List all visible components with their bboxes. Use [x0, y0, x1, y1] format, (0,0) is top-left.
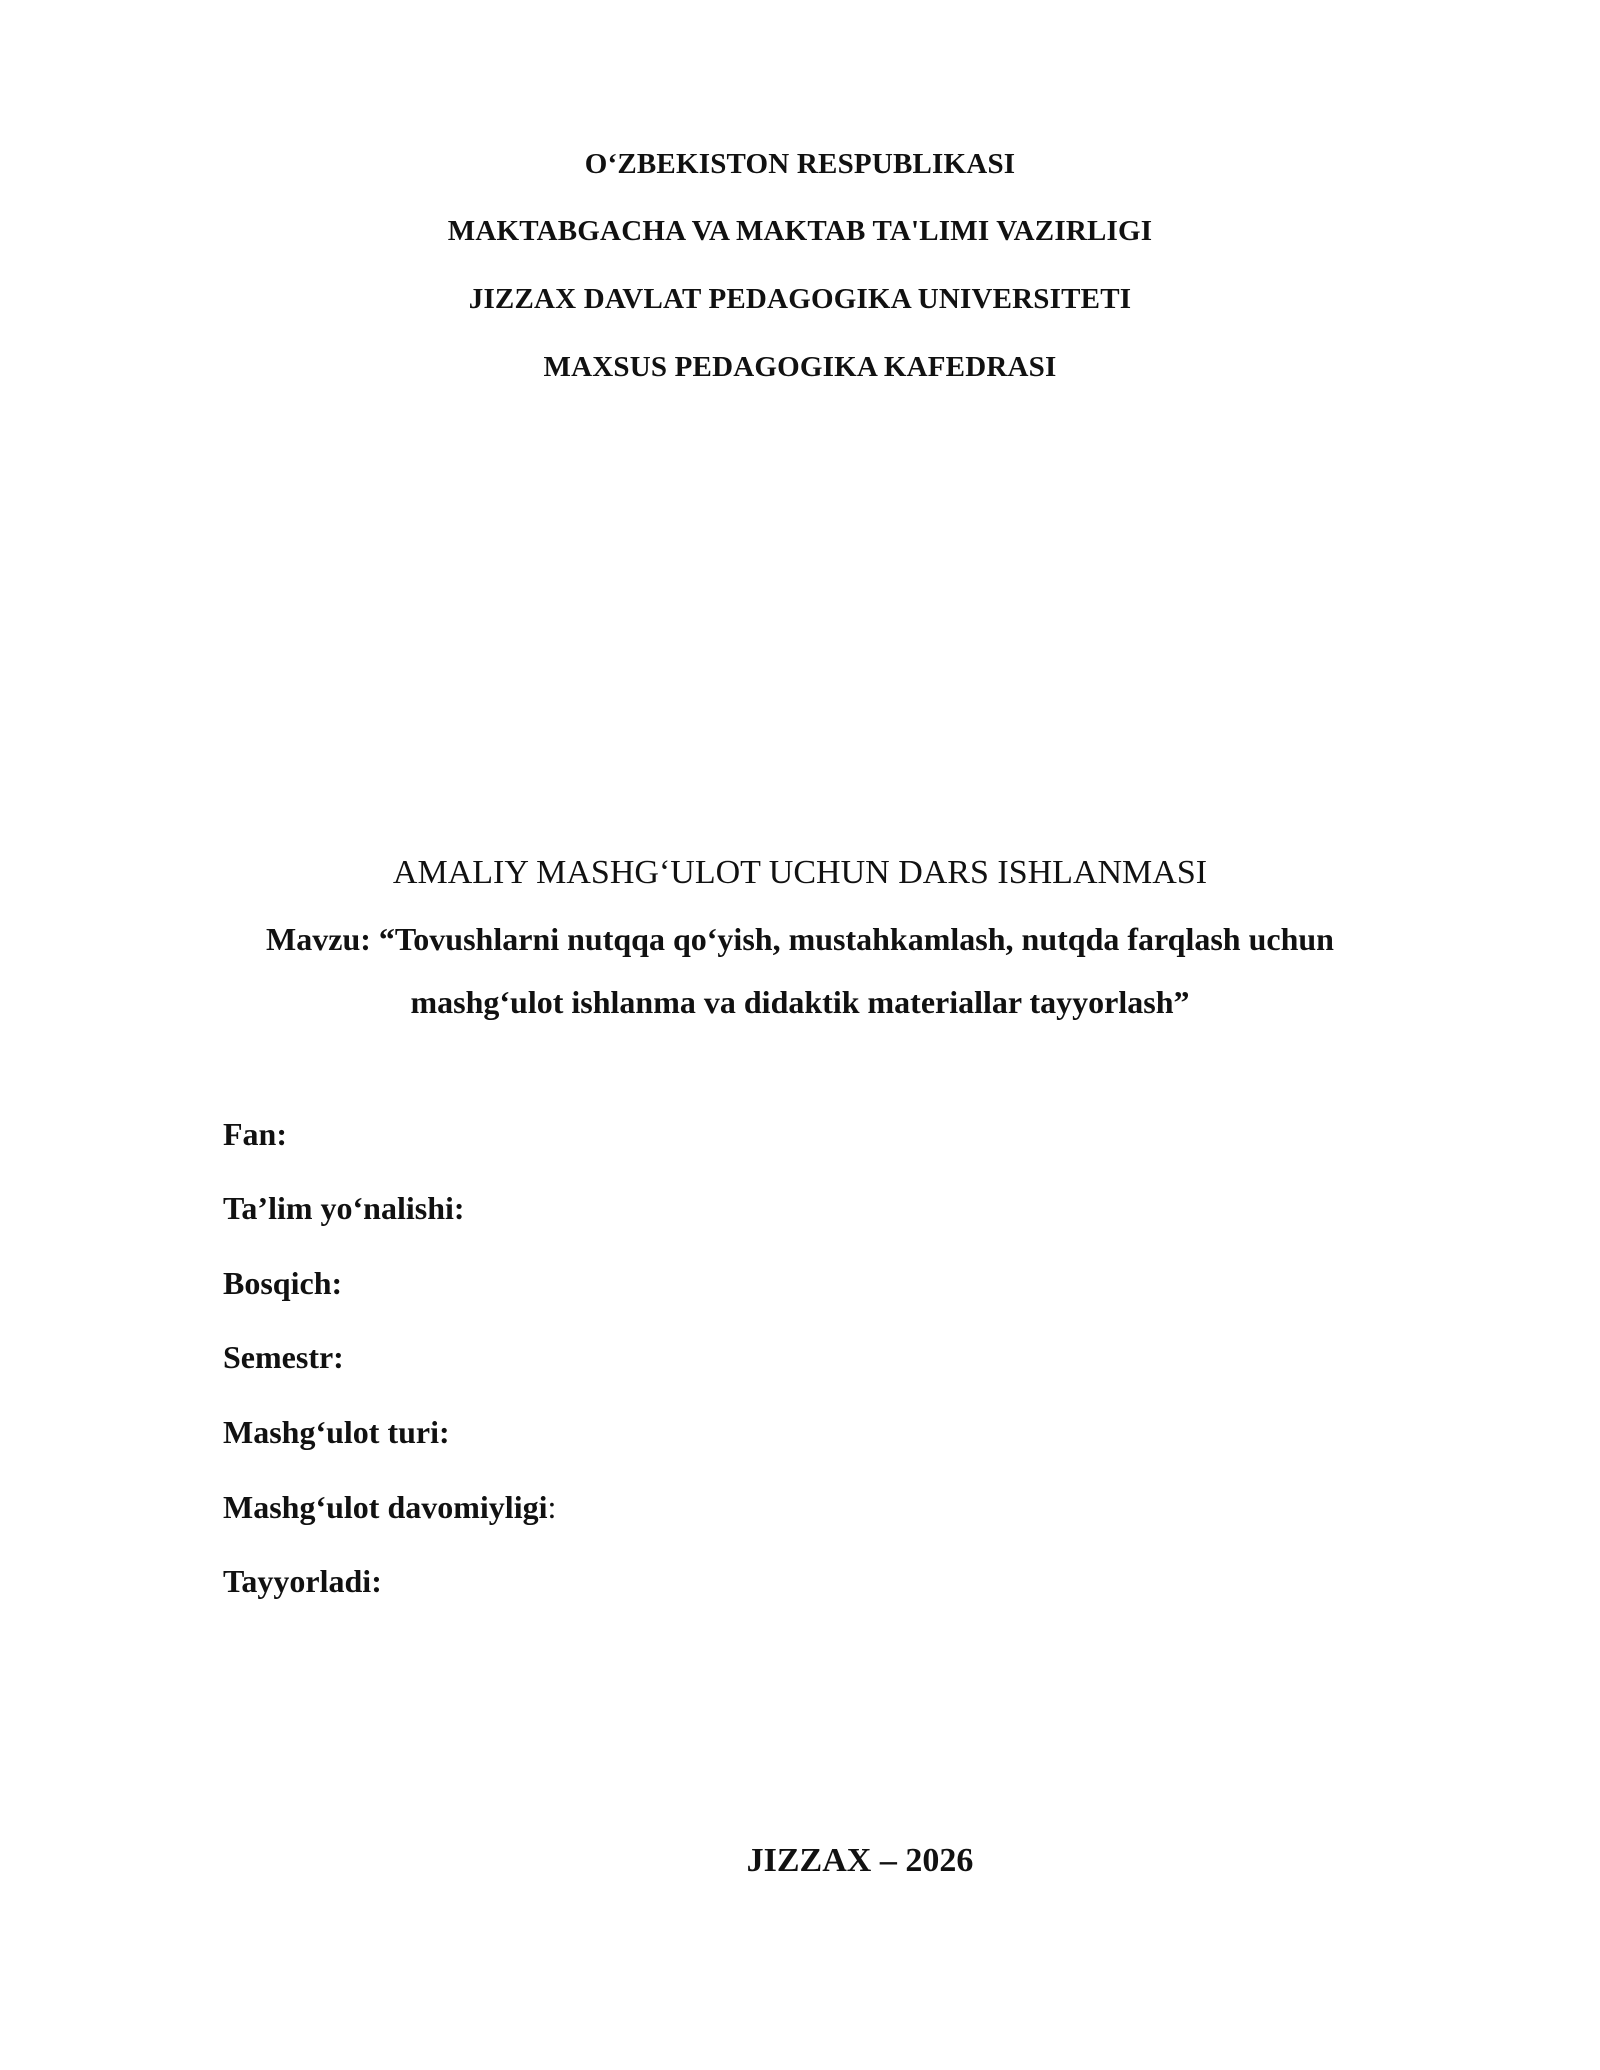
- topic-line-2: mashg‘ulot ishlanma va didaktik materiallar tayyorlash”: [410, 984, 1190, 1020]
- field-mashgulot-davomiyligi-colon: :: [547, 1489, 557, 1525]
- document-title: AMALIY MASHG‘ULOT UCHUN DARS ISHLANMASI: [392, 854, 1208, 891]
- topic-line-1: Mavzu: “Tovushlarni nutqqa qo‘yish, mustahkamlash, nutqda farqlash uchun: [266, 921, 1334, 957]
- university-heading: JIZZAX DAVLAT PEDAGOGIKA UNIVERSITETI: [468, 283, 1132, 315]
- field-mashgulot-turi: Mashg‘ulot turi:: [223, 1414, 450, 1450]
- place-year-footer: JIZZAX – 2026: [746, 1842, 974, 1879]
- republic-heading: O‘ZBEKISTON RESPUBLIKASI: [584, 148, 1016, 180]
- field-semestr: Semestr:: [223, 1339, 344, 1375]
- field-fan: Fan:: [223, 1116, 287, 1152]
- ministry-heading: MAKTABGACHA VA MAKTAB TA'LIMI VAZIRLIGI: [447, 215, 1153, 247]
- field-tayyorladi: Tayyorladi:: [223, 1563, 382, 1599]
- field-talim-yonalishi: Ta’lim yo‘nalishi:: [223, 1190, 465, 1226]
- field-mashgulot-davomiyligi-label: Mashg‘ulot davomiyligi: [223, 1489, 548, 1525]
- field-bosqich: Bosqich:: [223, 1265, 343, 1301]
- department-heading: MAXSUS PEDAGOGIKA KAFEDRASI: [543, 351, 1057, 383]
- field-mashgulot-davomiyligi: [223, 1487, 556, 1527]
